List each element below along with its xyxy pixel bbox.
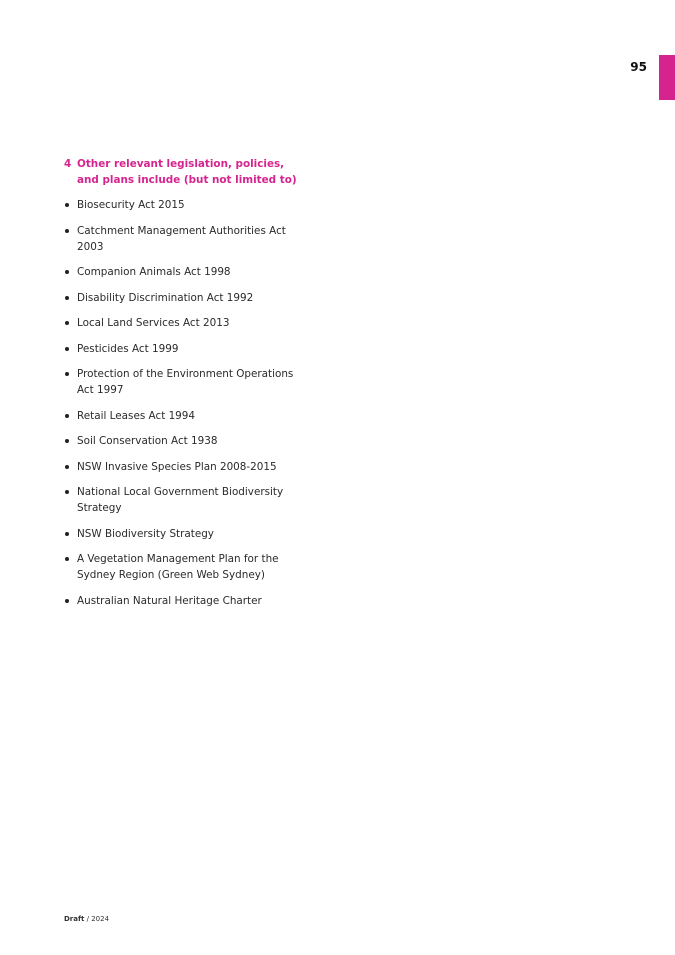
list-item-text: National Local Government Biodiversity Strategy bbox=[77, 486, 284, 514]
list-item-text: Catchment Management Authorities Act 2003 bbox=[77, 224, 286, 253]
list-item bbox=[64, 341, 304, 357]
list-item-text: NSW Invasive Species Plan 2008-2015 bbox=[77, 460, 277, 473]
list-item bbox=[64, 408, 304, 424]
bullet-icon bbox=[64, 484, 77, 516]
list-item-text: Disability Discrimination Act 1992 bbox=[77, 291, 254, 304]
footer bbox=[64, 915, 109, 923]
list-item bbox=[64, 551, 304, 583]
list-item bbox=[64, 315, 304, 331]
list-item-text: Local Land Services Act 2013 bbox=[77, 317, 230, 329]
bullet-icon bbox=[64, 551, 77, 583]
bullet-icon bbox=[64, 526, 77, 542]
section-number: 4 bbox=[64, 158, 72, 170]
list-item-text: Soil Conservation Act 1938 bbox=[77, 435, 218, 447]
page-number: 95 bbox=[630, 60, 647, 74]
page-tab-marker bbox=[659, 55, 675, 100]
list-item bbox=[64, 484, 304, 516]
bullet-icon bbox=[64, 433, 77, 449]
list-item-text: Pesticides Act 1999 bbox=[77, 342, 179, 355]
list-item bbox=[64, 290, 304, 306]
list-item bbox=[64, 459, 304, 475]
list-item bbox=[64, 593, 304, 609]
bullet-icon bbox=[64, 290, 77, 306]
section-block bbox=[64, 156, 304, 618]
bullet-icon bbox=[64, 197, 77, 213]
list-item-text: NSW Biodiversity Strategy bbox=[77, 527, 214, 540]
footer-draft-label: Draft bbox=[64, 915, 85, 923]
list-item bbox=[64, 264, 304, 280]
bullet-icon bbox=[64, 223, 77, 255]
bullet-icon bbox=[64, 366, 77, 398]
bullet-icon bbox=[64, 315, 77, 331]
list-item-text: Protection of the Environment Operations Act 1997 bbox=[77, 368, 294, 396]
list-item-text: Retail Leases Act 1994 bbox=[77, 409, 196, 422]
legislation-list bbox=[64, 197, 304, 609]
list-item bbox=[64, 366, 304, 398]
list-item bbox=[64, 197, 304, 213]
list-item-text: A Vegetation Management Plan for the Sydney Region (Green Web Sydney) bbox=[77, 553, 279, 581]
list-item-text: Australian Natural Heritage Charter bbox=[77, 594, 262, 607]
bullet-icon bbox=[64, 593, 77, 609]
list-item bbox=[64, 223, 304, 255]
bullet-icon bbox=[64, 459, 77, 475]
list-item bbox=[64, 526, 304, 542]
list-item bbox=[64, 433, 304, 449]
section-title: Other relevant legislation, policies, and plans include (but not limited to) bbox=[77, 158, 297, 186]
footer-year: 2024 bbox=[91, 915, 110, 923]
bullet-icon bbox=[64, 264, 77, 280]
list-item-text: Companion Animals Act 1998 bbox=[77, 266, 231, 278]
bullet-icon bbox=[64, 408, 77, 424]
footer-separator: / bbox=[84, 915, 92, 923]
section-heading bbox=[64, 156, 304, 188]
bullet-icon bbox=[64, 341, 77, 357]
list-item-text: Biosecurity Act 2015 bbox=[77, 199, 185, 211]
